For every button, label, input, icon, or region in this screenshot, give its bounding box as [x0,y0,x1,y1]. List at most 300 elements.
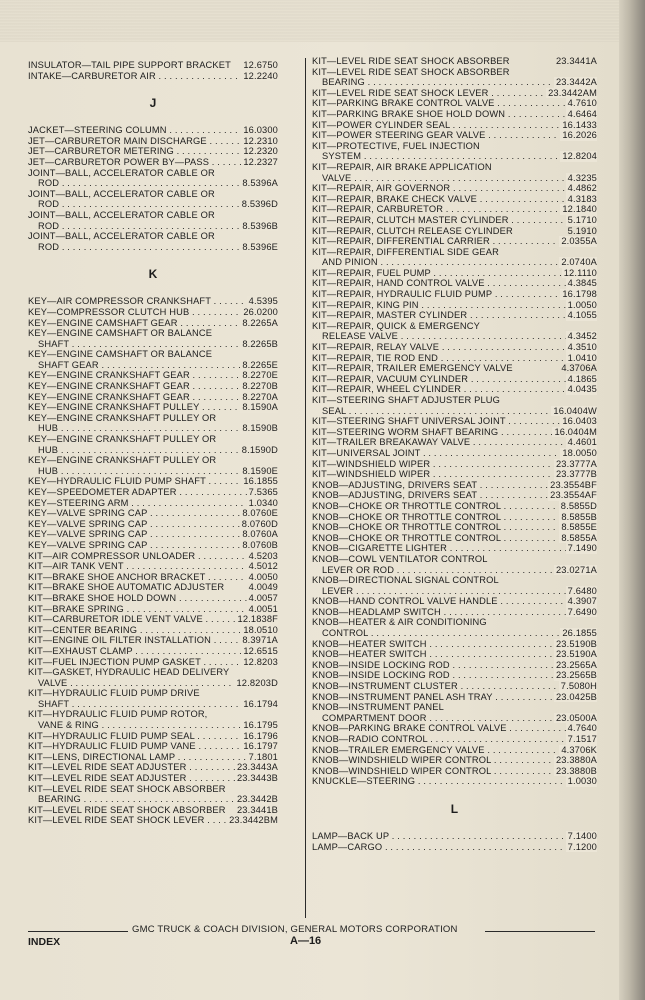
entry-description: KNOB—HEATER & AIR CONDITIONING [312,617,487,628]
entry-description: KNOB—HEADLAMP SWITCH . . . [312,607,597,618]
entry-description: KIT—REPAIR, CARBURETOR . . . [312,204,597,215]
entry-description: KNOB—CHOKE OR THROTTLE CONTROL . . . [312,501,597,512]
index-entry [312,353,597,364]
entry-description: KIT—PARKING BRAKE CONTROL VALVE . . . [312,98,597,109]
entry-reference-number: 23.3442A [555,77,597,88]
entry-description: KIT—REPAIR, AIR BRAKE APPLICATION [312,161,492,172]
entry-description: COMPARTMENT DOOR . . . [322,713,597,724]
entry-reference-number: 4.0057 [248,592,278,603]
entry-reference-number: 8.1590E [242,465,278,476]
entry-description: KNOB—HEATER SWITCH . . . [312,649,597,660]
entry-reference-number: 4.1865 [567,373,597,384]
index-entry [312,554,597,565]
entry-reference-number: 23.5190A [555,649,597,660]
index-entry [28,551,278,562]
section-letter: J [149,95,157,110]
entry-description: ROD . . . [38,221,278,232]
page-binding-shadow [619,0,645,1000]
entry-reference-number: 23.3441B [236,804,278,815]
entry-description: KIT—BRAKE SPRING . . . [28,604,278,615]
entry-description: KIT—POWER STEERING GEAR VALVE . . . [312,130,597,141]
entry-reference-number: 12.8203 [243,656,278,667]
entry-reference-number: 2.0355A [561,236,597,247]
entry-description: KEY—COMPRESSOR CLUTCH HUB . . . [28,307,278,318]
index-entry [312,120,597,131]
entry-description: ROD . . . [38,199,278,210]
entry-description: SHAFT . . . [38,339,278,350]
entry-description: KEY—ENGINE CRANKSHAFT GEAR . . . [28,381,278,392]
entry-reference-number: 26.1855 [562,628,597,639]
index-entry [28,318,278,329]
index-entry [312,109,597,120]
index-entry [312,459,597,470]
entry-reference-number: 4.0435 [567,384,597,395]
index-entry [312,660,597,671]
index-entry [28,540,278,551]
section-letter: L [450,801,459,816]
entry-reference-number: 7.1200 [567,841,597,852]
entry-description: VANE & RING . . . [38,720,278,731]
entry-description: KNOB—CHOKE OR THROTTLE CONTROL . . . [312,533,597,544]
entry-reference-number: 23.5190B [555,638,597,649]
entry-reference-number: 4.0051 [248,603,278,614]
index-entry [312,215,597,226]
entry-description: KIT—REPAIR, FUEL PUMP . . . [312,268,597,279]
index-entry [312,842,597,853]
index-entry [28,752,278,763]
entry-reference-number: 8.2270B [242,381,278,392]
page-number: A—16 [290,935,322,947]
entry-description: KIT—REPAIR, QUICK & EMERGENCY [312,320,480,331]
entry-description: KIT—REPAIR, AIR GOVERNOR . . . [312,183,597,194]
entry-description: KIT—CARBURETOR IDLE VENT VALVE . . . [28,614,278,625]
entry-description: KNOB—HAND CONTROL VALVE HANDLE . . . [312,596,597,607]
entry-description: KIT—AIR TANK VENT . . . [28,561,278,572]
footer-division: GMC TRUCK & COACH DIVISION, GENERAL MOTORS CORPORATION [132,924,458,935]
entry-reference-number: 12.1840 [562,204,597,215]
entry-description: KIT—STEERING SHAFT ADJUSTER PLUG [312,395,501,405]
entry-reference-number: 16.1794 [243,698,278,709]
index-entry [28,210,278,221]
entry-reference-number: 7.5080H [560,681,597,692]
entry-reference-number: 23.3443B [236,773,278,784]
entry-reference-number: 4.1055 [567,310,597,321]
entry-reference-number: 12.8204 [562,151,597,162]
entry-description: JOINT—BALL, ACCELERATOR CABLE OR [28,188,215,199]
index-entry [312,162,597,173]
entry-description: KIT—LEVEL RIDE SEAT ADJUSTER . . . [28,773,278,784]
entry-description: LAMP—CARGO . . . [312,842,597,853]
index-entry [312,247,597,258]
index-entry [312,565,597,576]
entry-description: JOINT—BALL, ACCELERATOR CABLE OR [28,231,215,242]
entry-reference-number: 8.0760B [242,539,278,550]
section-letter: K [148,267,158,282]
entry-reference-number: 4.3907 [567,596,597,607]
index-entry [312,490,597,501]
entry-description: KNOB—COWL VENTILATOR CONTROL [312,553,488,564]
index-entry [312,543,597,554]
entry-description: KEY—ENGINE CRANKSHAFT PULLEY . . . [28,402,278,413]
index-entry [312,406,597,417]
entry-description: LEVER . . . [322,586,597,597]
entry-description: KIT—STEERING WORM SHAFT BEARING . . . [312,427,597,438]
entry-description: KEY—ENGINE CRANKSHAFT PULLEY OR [28,412,217,423]
index-entry [312,173,597,184]
entry-description: KEY—AIR COMPRESSOR CRANKSHAFT . . . [28,296,278,307]
index-entry [312,56,597,67]
index-entry [312,278,597,289]
entry-reference-number: 8.1590B [242,423,278,434]
index-entry [28,657,278,668]
index-column-left [28,60,278,826]
entry-reference-number: 8.0760D [241,518,278,529]
entry-description: KNOB—INSIDE LOCKING ROD . . . [312,660,597,671]
entry-description: KNOB—HEATER SWITCH . . . [312,639,597,650]
entry-reference-number: 4.5395 [248,296,278,307]
entry-description: KNOB—INSIDE LOCKING ROD . . . [312,670,597,681]
entry-reference-number: 8.5855A [561,532,597,543]
entry-reference-number: 16.1433 [562,119,597,130]
entry-reference-number: 23.3880A [555,755,597,766]
entry-reference-number: 1.0340 [248,497,278,508]
entry-reference-number: 5.1910 [567,225,597,236]
index-entry [312,766,597,777]
entry-description: KNOB—RADIO CONTROL . . . [312,734,597,745]
index-entry [28,466,278,477]
index-entry [312,67,597,78]
entry-description: KIT—REPAIR, HAND CONTROL VALVE . . . [312,278,597,289]
index-entry [28,157,278,168]
entry-description: KIT—LEVEL RIDE SEAT ADJUSTER . . . [28,762,278,773]
index-entry [28,709,278,720]
entry-description: KIT—BRAKE SHOE HOLD DOWN . . . [28,593,278,604]
entry-description: KEY—VALVE SPRING CAP . . . [28,508,278,519]
entry-reference-number: 8.5396D [241,199,278,210]
entry-description: KIT—REPAIR, BRAKE CHECK VALVE . . . [312,194,597,205]
entry-description: BEARING . . . [322,77,597,88]
index-entry [312,596,597,607]
index-entry [312,713,597,724]
entry-description: KEY—ENGINE CRANKSHAFT GEAR . . . [28,370,278,381]
footer-rule-left [28,931,128,932]
index-entry [312,617,597,628]
entry-reference-number: 4.4601 [567,437,597,448]
entry-description: KNOB—CHOKE OR THROTTLE CONTROL . . . [312,512,597,523]
entry-description: KIT—REPAIR, DIFFERENTIAL SIDE GEAR [312,246,499,257]
index-entry [28,221,278,232]
index-entry [28,593,278,604]
entry-reference-number: 8.5396A [242,178,278,189]
entry-description: KEY—ENGINE CAMSHAFT GEAR . . . [28,318,278,329]
entry-description: KNOB—PARKING BRAKE CONTROL VALVE . . . [312,723,597,734]
entry-reference-number: 5.1710 [567,214,597,225]
index-entry [28,815,278,826]
entry-description: KIT—STEERING SHAFT UNIVERSAL JOINT . . . [312,416,597,427]
index-entry [28,360,278,371]
entry-description: KEY—ENGINE CRANKSHAFT PULLEY OR [28,455,217,466]
entry-reference-number: 23.3442B [236,794,278,805]
entry-description: CONTROL . . . [322,628,597,639]
entry-description: JET—CARBURETOR METERING . . . [28,146,278,157]
entry-reference-number: 4.6464 [567,108,597,119]
entry-reference-number: 4.5203 [248,550,278,561]
index-entry [312,331,597,342]
index-entry [312,183,597,194]
entry-reference-number: 4.5012 [248,561,278,572]
entry-description: HUB . . . [38,423,278,434]
entry-description: KIT—EXHAUST CLAMP . . . [28,646,278,657]
index-entry [312,226,597,237]
index-entry [28,199,278,210]
entry-description: JET—CARBURETOR MAIN DISCHARGE . . . [28,136,278,147]
entry-reference-number: 12.2240 [243,70,278,81]
entry-description: KIT—LEVEL RIDE SEAT SHOCK LEVER . . . [312,88,597,99]
entry-description: KIT—HYDRAULIC FLUID PUMP ROTOR, [28,709,208,720]
index-entry [28,328,278,339]
entry-description: KIT—GASKET, HYDRAULIC HEAD DELIVERY [28,667,230,678]
entry-description: KIT—LEVEL RIDE SEAT SHOCK LEVER . . . [28,815,278,826]
entry-description: JET—CARBURETOR POWER BY—PASS . . . [28,157,278,168]
index-entry [28,529,278,540]
entry-reference-number: 8.1590D [241,444,278,455]
entry-reference-number: 4.3706K [561,744,597,755]
index-entry [28,339,278,350]
index-entry [312,745,597,756]
index-entry [28,720,278,731]
index-entry [312,734,597,745]
entry-description: KIT—REPAIR, VACUUM CYLINDER . . . [312,374,597,385]
index-entry [28,519,278,530]
index-entry [28,413,278,424]
index-entry [28,60,278,71]
entry-description: KEY—ENGINE CRANKSHAFT GEAR . . . [28,392,278,403]
entry-reference-number: 4.7610 [567,98,597,109]
index-entry [312,755,597,766]
entry-description: KIT—POWER CYLINDER SEAL . . . [312,120,597,131]
entry-description: ROD . . . [38,242,278,253]
entry-reference-number: 7.1801 [248,751,278,762]
entry-reference-number: 8.5396E [242,241,278,252]
entry-description: KIT—LEVEL RIDE SEAT SHOCK ABSORBER [28,783,226,794]
entry-description: KNOB—INSTRUMENT PANEL [312,702,444,713]
index-entry [312,363,597,374]
entry-description: KIT—HYDRAULIC FLUID PUMP VANE . . . [28,741,278,752]
entry-description: KNOB—TRAILER EMERGENCY VALVE . . . [312,745,597,756]
entry-description: KIT—REPAIR, WHEEL CYLINDER . . . [312,384,597,395]
index-entry [28,625,278,636]
entry-description: KIT—ENGINE OIL FILTER INSTALLATION . . . [28,635,278,646]
index-entry [28,434,278,445]
index-entry [312,607,597,618]
entry-reference-number: 4.0050 [248,571,278,582]
index-entry [312,702,597,713]
entry-reference-number: 4.0049 [248,582,278,593]
index-entry [28,168,278,179]
entry-reference-number: 8.2265A [242,317,278,328]
index-entry [28,572,278,583]
entry-reference-number: 23.3442BM [229,815,278,826]
entry-description: KNOB—INSTRUMENT CLUSTER . . . [312,681,597,692]
entry-description: RELEASE VALVE . . . [322,331,597,342]
page-stack-edge [0,0,645,42]
index-entry [312,649,597,660]
entry-description: KIT—HYDRAULIC FLUID PUMP SEAL . . . [28,731,278,742]
entry-reference-number: 23.3443A [236,762,278,773]
entry-reference-number: 8.5396B [242,220,278,231]
entry-reference-number: 8.2265B [242,338,278,349]
entry-description: KEY—VALVE SPRING CAP . . . [28,540,278,551]
entry-description: KIT—REPAIR, MASTER CYLINDER . . . [312,310,597,321]
index-entry [312,236,597,247]
entry-reference-number: 23.3554AF [550,490,597,501]
index-entry [28,125,278,136]
entry-reference-number: 23.0425B [555,691,597,702]
entry-description: KIT—LEVEL RIDE SEAT SHOCK ABSORBER [312,56,510,66]
entry-description: KIT—REPAIR, HYDRAULIC FLUID PUMP . . . [312,289,597,300]
index-entry [28,445,278,456]
entry-reference-number: 16.1855 [243,476,278,487]
entry-reference-number: 7.1490 [567,543,597,554]
entry-description: KEY—ENGINE CRANKSHAFT PULLEY OR [28,434,217,445]
entry-description: KIT—LEVEL RIDE SEAT SHOCK ABSORBER [312,66,510,77]
entry-reference-number: 1.0050 [567,299,597,310]
entry-description: KIT—TRAILER BREAKAWAY VALVE . . . [312,437,597,448]
index-entry [28,455,278,466]
index-entry [28,370,278,381]
index-entry [28,498,278,509]
index-entry [28,392,278,403]
index-entry [28,762,278,773]
entry-description: KIT—REPAIR, CLUTCH MASTER CYLINDER . . . [312,215,597,226]
entry-reference-number: 12.6515 [243,645,278,656]
entry-reference-number: 1.0410 [567,352,597,363]
index-entry [28,146,278,157]
entry-description: KIT—UNIVERSAL JOINT . . . [312,448,597,459]
entry-reference-number: 8.5855E [561,522,597,533]
entry-description: KIT—BRAKE SHOE AUTOMATIC ADJUSTER [28,582,225,593]
index-entry [28,582,278,593]
index-entry [312,692,597,703]
entry-reference-number: 23.3880B [555,765,597,776]
index-entry [312,776,597,787]
entry-reference-number: 4.3452 [567,331,597,342]
entry-description: KIT—LEVEL RIDE SEAT SHOCK ABSORBER [28,804,226,815]
index-entry [28,189,278,200]
index-entry [312,639,597,650]
index-entry [312,427,597,438]
index-entry [312,831,597,842]
index-entry [28,178,278,189]
entry-reference-number: 16.1795 [243,720,278,731]
entry-reference-number: 23.3777A [555,458,597,469]
entry-reference-number: 12.2320 [243,146,278,157]
entry-description: KIT—REPAIR, CLUTCH RELEASE CYLINDER [312,225,513,236]
entry-description: KEY—HYDRAULIC FLUID PUMP SHAFT . . . [28,476,278,487]
index-entry [28,307,278,318]
index-entry [28,731,278,742]
index-entry [28,646,278,657]
index-entry [28,423,278,434]
entry-reference-number: 23.3442AM [548,87,597,98]
index-entry [28,688,278,699]
entry-reference-number: 18.0510 [243,624,278,635]
entry-reference-number: 4.3510 [567,342,597,353]
index-entry [312,98,597,109]
entry-description: HUB . . . [38,466,278,477]
entry-description: KIT—AIR COMPRESSOR UNLOADER . . . [28,551,278,562]
entry-description: KEY—STEERING ARM . . . [28,498,278,509]
entry-description: KIT—FUEL INJECTION PUMP GASKET . . . [28,657,278,668]
footer-rule-right [485,931,595,932]
index-entry [312,88,597,99]
entry-description: KEY—VALVE SPRING CAP . . . [28,519,278,530]
entry-description: SHAFT GEAR . . . [38,360,278,371]
index-entry [28,773,278,784]
entry-reference-number: 23.3554BF [550,479,597,490]
index-entry [312,289,597,300]
entry-description: KIT—BRAKE SHOE ANCHOR BRACKET . . . [28,572,278,583]
entry-description: KNOB—ADJUSTING, DRIVERS SEAT . . . [312,480,597,491]
index-entry [312,723,597,734]
index-entry [28,805,278,816]
entry-reference-number: 23.0500A [555,712,597,723]
entry-description: BEARING . . . [38,794,278,805]
entry-reference-number: 2.0740A [561,257,597,268]
index-entry [312,268,597,279]
entry-description: HUB . . . [38,445,278,456]
entry-reference-number: 4.3183 [567,193,597,204]
index-entry [28,614,278,625]
entry-description: SEAL . . . [322,406,597,417]
entry-description: SHAFT . . . [38,699,278,710]
entry-description: KNUCKLE—STEERING . . . [312,776,597,787]
entry-reference-number: 18.0050 [562,447,597,458]
entry-description: KIT—REPAIR, KING PIN . . . [312,300,597,311]
entry-description: KNOB—WINDSHIELD WIPER CONTROL . . . [312,755,597,766]
entry-reference-number: 23.2565B [555,670,597,681]
entry-description: INTAKE—CARBURETOR AIR . . . [28,71,278,82]
entry-description: KIT—REPAIR, TIE ROD END . . . [312,353,597,364]
index-entry [28,231,278,242]
entry-description: KNOB—ADJUSTING, DRIVERS SEAT . . . [312,490,597,501]
index-entry [28,476,278,487]
index-entry [28,678,278,689]
index-entry [312,77,597,88]
entry-reference-number: 8.2270A [242,391,278,402]
entry-reference-number: 8.2270E [242,370,278,381]
index-entry [312,480,597,491]
entry-reference-number: 8.0760A [242,529,278,540]
index-entry [312,204,597,215]
entry-reference-number: 8.0760E [242,508,278,519]
index-entry [312,194,597,205]
index-entry [312,151,597,162]
index-entry [28,381,278,392]
entry-description: JOINT—BALL, ACCELERATOR CABLE OR [28,167,215,178]
entry-description: KNOB—DIRECTIONAL SIGNAL CONTROL [312,575,499,586]
entry-reference-number: 16.0404M [554,426,597,437]
entry-reference-number: 16.0300 [243,125,278,136]
entry-description: SYSTEM . . . [322,151,597,162]
index-entry [28,71,278,82]
entry-reference-number: 12.1110 [563,267,597,278]
entry-description: KIT—REPAIR, RELAY VALVE . . . [312,342,597,353]
entry-reference-number: 4.3845 [567,278,597,289]
index-entry [312,512,597,523]
entry-reference-number: 12.1838F [237,614,278,625]
entry-reference-number: 23.3777B [555,469,597,480]
